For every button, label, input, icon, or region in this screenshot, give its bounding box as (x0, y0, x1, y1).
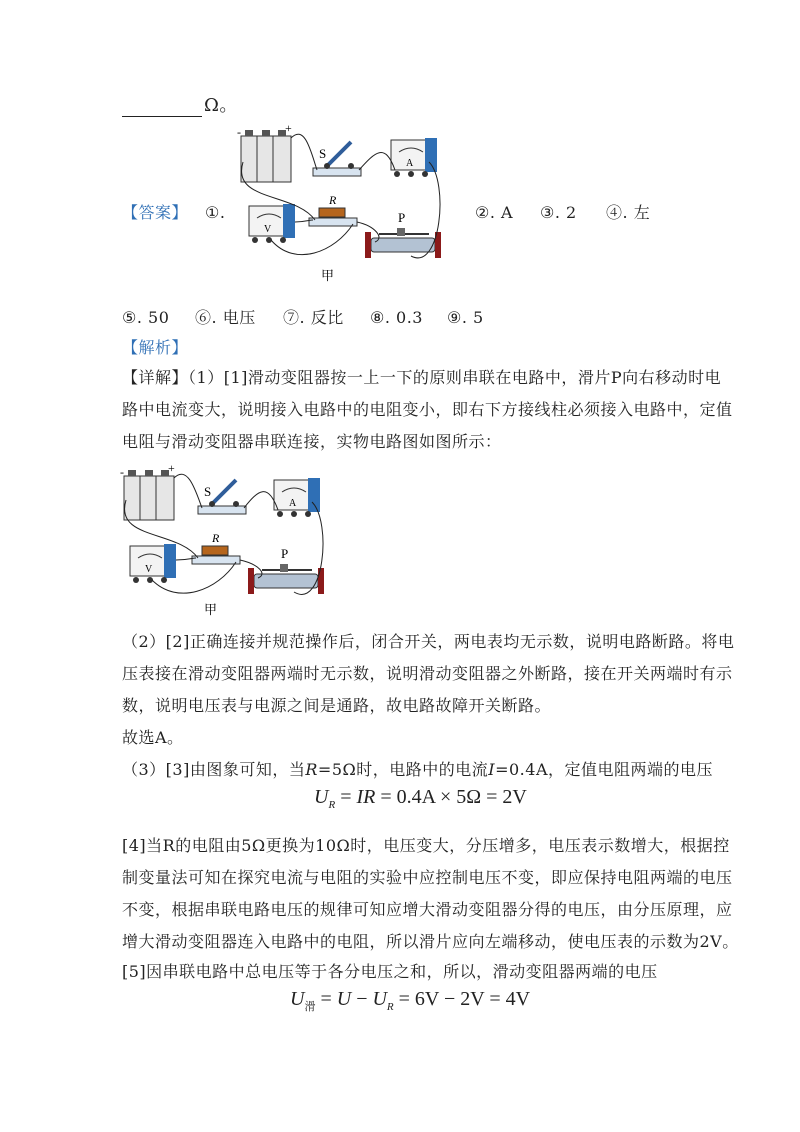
resistor-label: R (212, 531, 220, 545)
answer-2: ②. A (475, 203, 514, 222)
answer-5: ⑤. 50 (122, 308, 170, 327)
minus-label: - (237, 125, 241, 139)
part2-line-2: 压表接在滑动变阻器两端时无示数，说明滑动变阻器之外断路，接在开关两端时有示 (122, 664, 733, 683)
detail-line-1: 【详解】（1）[1]滑动变阻器按一上一下的原则串联在电路中，滑片P向右移动时电 (122, 368, 722, 387)
minus-label: - (120, 465, 124, 479)
voltmeter-label: V (264, 224, 272, 235)
ammeter (274, 478, 320, 517)
part3-line: （3）[3]由图象可知，当R=5Ω时，电路中的电流I=0.4A，定值电阻两端的电压 (122, 760, 714, 779)
diagram-caption: 甲 (321, 268, 335, 283)
part2-line-1: （2）[2]正确连接并规范操作后，闭合开关，两电表均无示数，说明电路断路。将电 (122, 632, 735, 651)
voltmeter-label: V (145, 564, 153, 575)
answer-8: ⑧. 0.3 (370, 308, 423, 327)
battery-pack (241, 130, 291, 182)
resistor (309, 208, 357, 226)
voltmeter (249, 204, 295, 243)
answer-1-num: ①. (205, 203, 226, 222)
circuit-diagram-answer (235, 122, 445, 287)
resistor-label: R (329, 193, 337, 207)
unit-ohm: Ω。 (204, 95, 238, 116)
answer-4: ④. 左 (606, 203, 651, 222)
analysis-tag: 【解析】 (122, 338, 189, 357)
rheostat-label: P (398, 210, 406, 225)
answer-6: ⑥. 电压 (195, 308, 256, 327)
circuit-diagram-detail (118, 460, 333, 620)
part4-line-5: [5]因串联电路中总电压等于各分电压之和，所以，滑动变阻器两端的电压 (122, 962, 658, 981)
answer-tag: 【答案】 (122, 203, 189, 222)
equation-u-slide: $U_滑 = U - U_R = 6V - 2V = 4V$ (290, 988, 531, 1013)
answer-9: ⑨. 5 (447, 308, 484, 327)
answer-blank (122, 106, 202, 117)
battery-pack (124, 470, 174, 520)
answer-3: ③. 2 (540, 203, 577, 222)
part4-line-1: [4]当R的电阻由5Ω更换为10Ω时，电压变大，分压增多，电压表示数增大，根据控 (122, 836, 730, 855)
part4-line-2: 制变量法可知在探究电流与电阻的实验中应控制电压不变，即应保持电阻两端的电压 (122, 868, 733, 887)
part4-line-4: 增大滑动变阻器连入电路中的电阻，所以滑片应向左端移动，使电压表的示数为2V。 (122, 932, 739, 951)
plus-label: + (168, 461, 175, 475)
plus-label: + (285, 122, 292, 135)
resistor (192, 546, 240, 564)
detail-line-3: 电阻与滑动变阻器串联连接，实物电路图如图所示： (122, 432, 502, 451)
equation-ur: $U_R$ = IR = 0.4A × 5Ω = 2V (314, 786, 527, 811)
ammeter-label: A (406, 158, 414, 169)
switch-label: S (204, 484, 212, 499)
switch-label: S (319, 146, 327, 161)
rheostat-label: P (281, 546, 289, 561)
part2-line-3: 数，说明电压表与电源之间是通路，故电路故障开关断路。 (122, 696, 552, 715)
answer-7: ⑦. 反比 (283, 308, 344, 327)
ammeter-label: A (289, 498, 297, 509)
ammeter (391, 138, 437, 177)
voltmeter (130, 544, 176, 583)
part4-line-3: 不变，根据串联电路电压的规律可知应增大滑动变阻器分得的电压，由分压原理，应 (122, 900, 733, 919)
detail-line-2: 路中电流变大，说明接入电路中的电阻变小，即右下方接线柱必须接入电路中，定值 (122, 400, 733, 419)
part2-line-4: 故选A。 (122, 728, 184, 747)
diagram-caption: 甲 (204, 602, 218, 617)
detail-tag: 【详解】 (122, 368, 189, 387)
